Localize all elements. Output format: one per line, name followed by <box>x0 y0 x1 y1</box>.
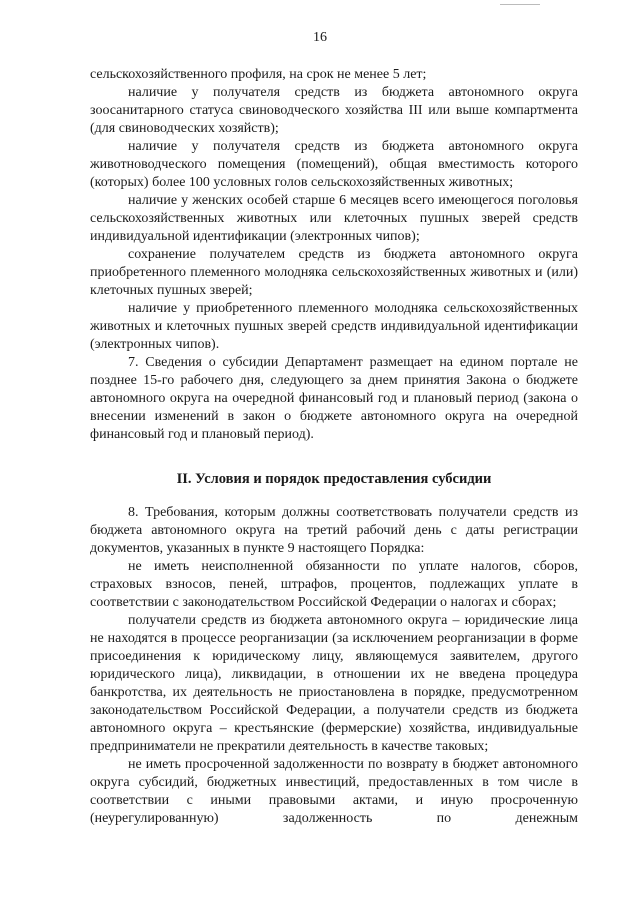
paragraph: сельскохозяйственного профиля, на срок не менее 5 лет; <box>90 67 427 82</box>
paragraph: наличие у получателя средств из бюджета автономного округа животноводческого помещения (помещений), общая вместимость которого (которых) более 100 условных голов сельскохозяйственных животных; <box>90 139 578 190</box>
paragraph: наличие у приобретенного племенного молодняка сельскохозяйственных животных и клеточных пушных зверей средств индивидуальной идентификации (электронных чипов). <box>90 301 578 352</box>
document-body <box>90 66 578 828</box>
paragraph: не иметь неисполненной обязанности по уплате налогов, сборов, страховых взносов, пеней, штрафов, процентов, подлежащих уплате в соответствии с законодательством Российской Федерации о налогах и сборах; <box>90 559 578 610</box>
scan-corner-mark <box>500 0 540 5</box>
section-heading: II. Условия и порядок предоставления субсидии <box>176 471 492 487</box>
paragraph: наличие у получателя средств из бюджета автономного округа зоосанитарного статуса свиноводческого хозяйства III или выше компартмента (для свиноводческих хозяйств); <box>90 85 578 136</box>
paragraph: 7. Сведения о субсидии Департамент размещает на едином портале не позднее 15-го рабочего дня, следующего за днем принятия Закона о бюджете автономного округа на очередной финансовый год и плановый период (закона о внесении изменений в закон о бюджете автономного округа на очередной финансовый год и плановый период). <box>90 355 578 442</box>
page-number: 16 <box>313 30 327 45</box>
paragraph: наличие у женских особей старше 6 месяцев всего имеющегося поголовья сельскохозяйственных животных или клеточных пушных зверей средств индивидуальной идентификации (электронных чипов); <box>90 193 578 244</box>
paragraph: 8. Требования, которым должны соответствовать получатели средств из бюджета автономного округа на третий рабочий день с даты регистрации документов, указанных в пункте 9 настоящего Порядка: <box>90 505 578 556</box>
paragraph: получатели средств из бюджета автономного округа – юридические лица не находятся в процессе реорганизации (за исключением реорганизации в форме присоединения к юридическому лицу, являющемуся заявителем, другого юридического лица), ликвидации, в отношении их не введена процедура банкротства, их деятельность не приостановлена в порядке, предусмотренном законодательством Российской Федерации, а получатели средств из бюджета автономного округа – крестьянские (фермерские) хозяйства, индивидуальные предприниматели не прекратили деятельность в качестве таковых; <box>90 613 578 754</box>
paragraph: не иметь просроченной задолженности по возврату в бюджет автономного округа субсидий, бюджетных инвестиций, предоставленных в том числе в соответствии с иными правовыми актами, и иную просроченную (неурегулированную) задолженность по денежным <box>90 757 578 826</box>
paragraph: сохранение получателем средств из бюджета автономного округа приобретенного племенного молодняка сельскохозяйственных животных и (или) клеточных пушных зверей; <box>90 247 578 298</box>
